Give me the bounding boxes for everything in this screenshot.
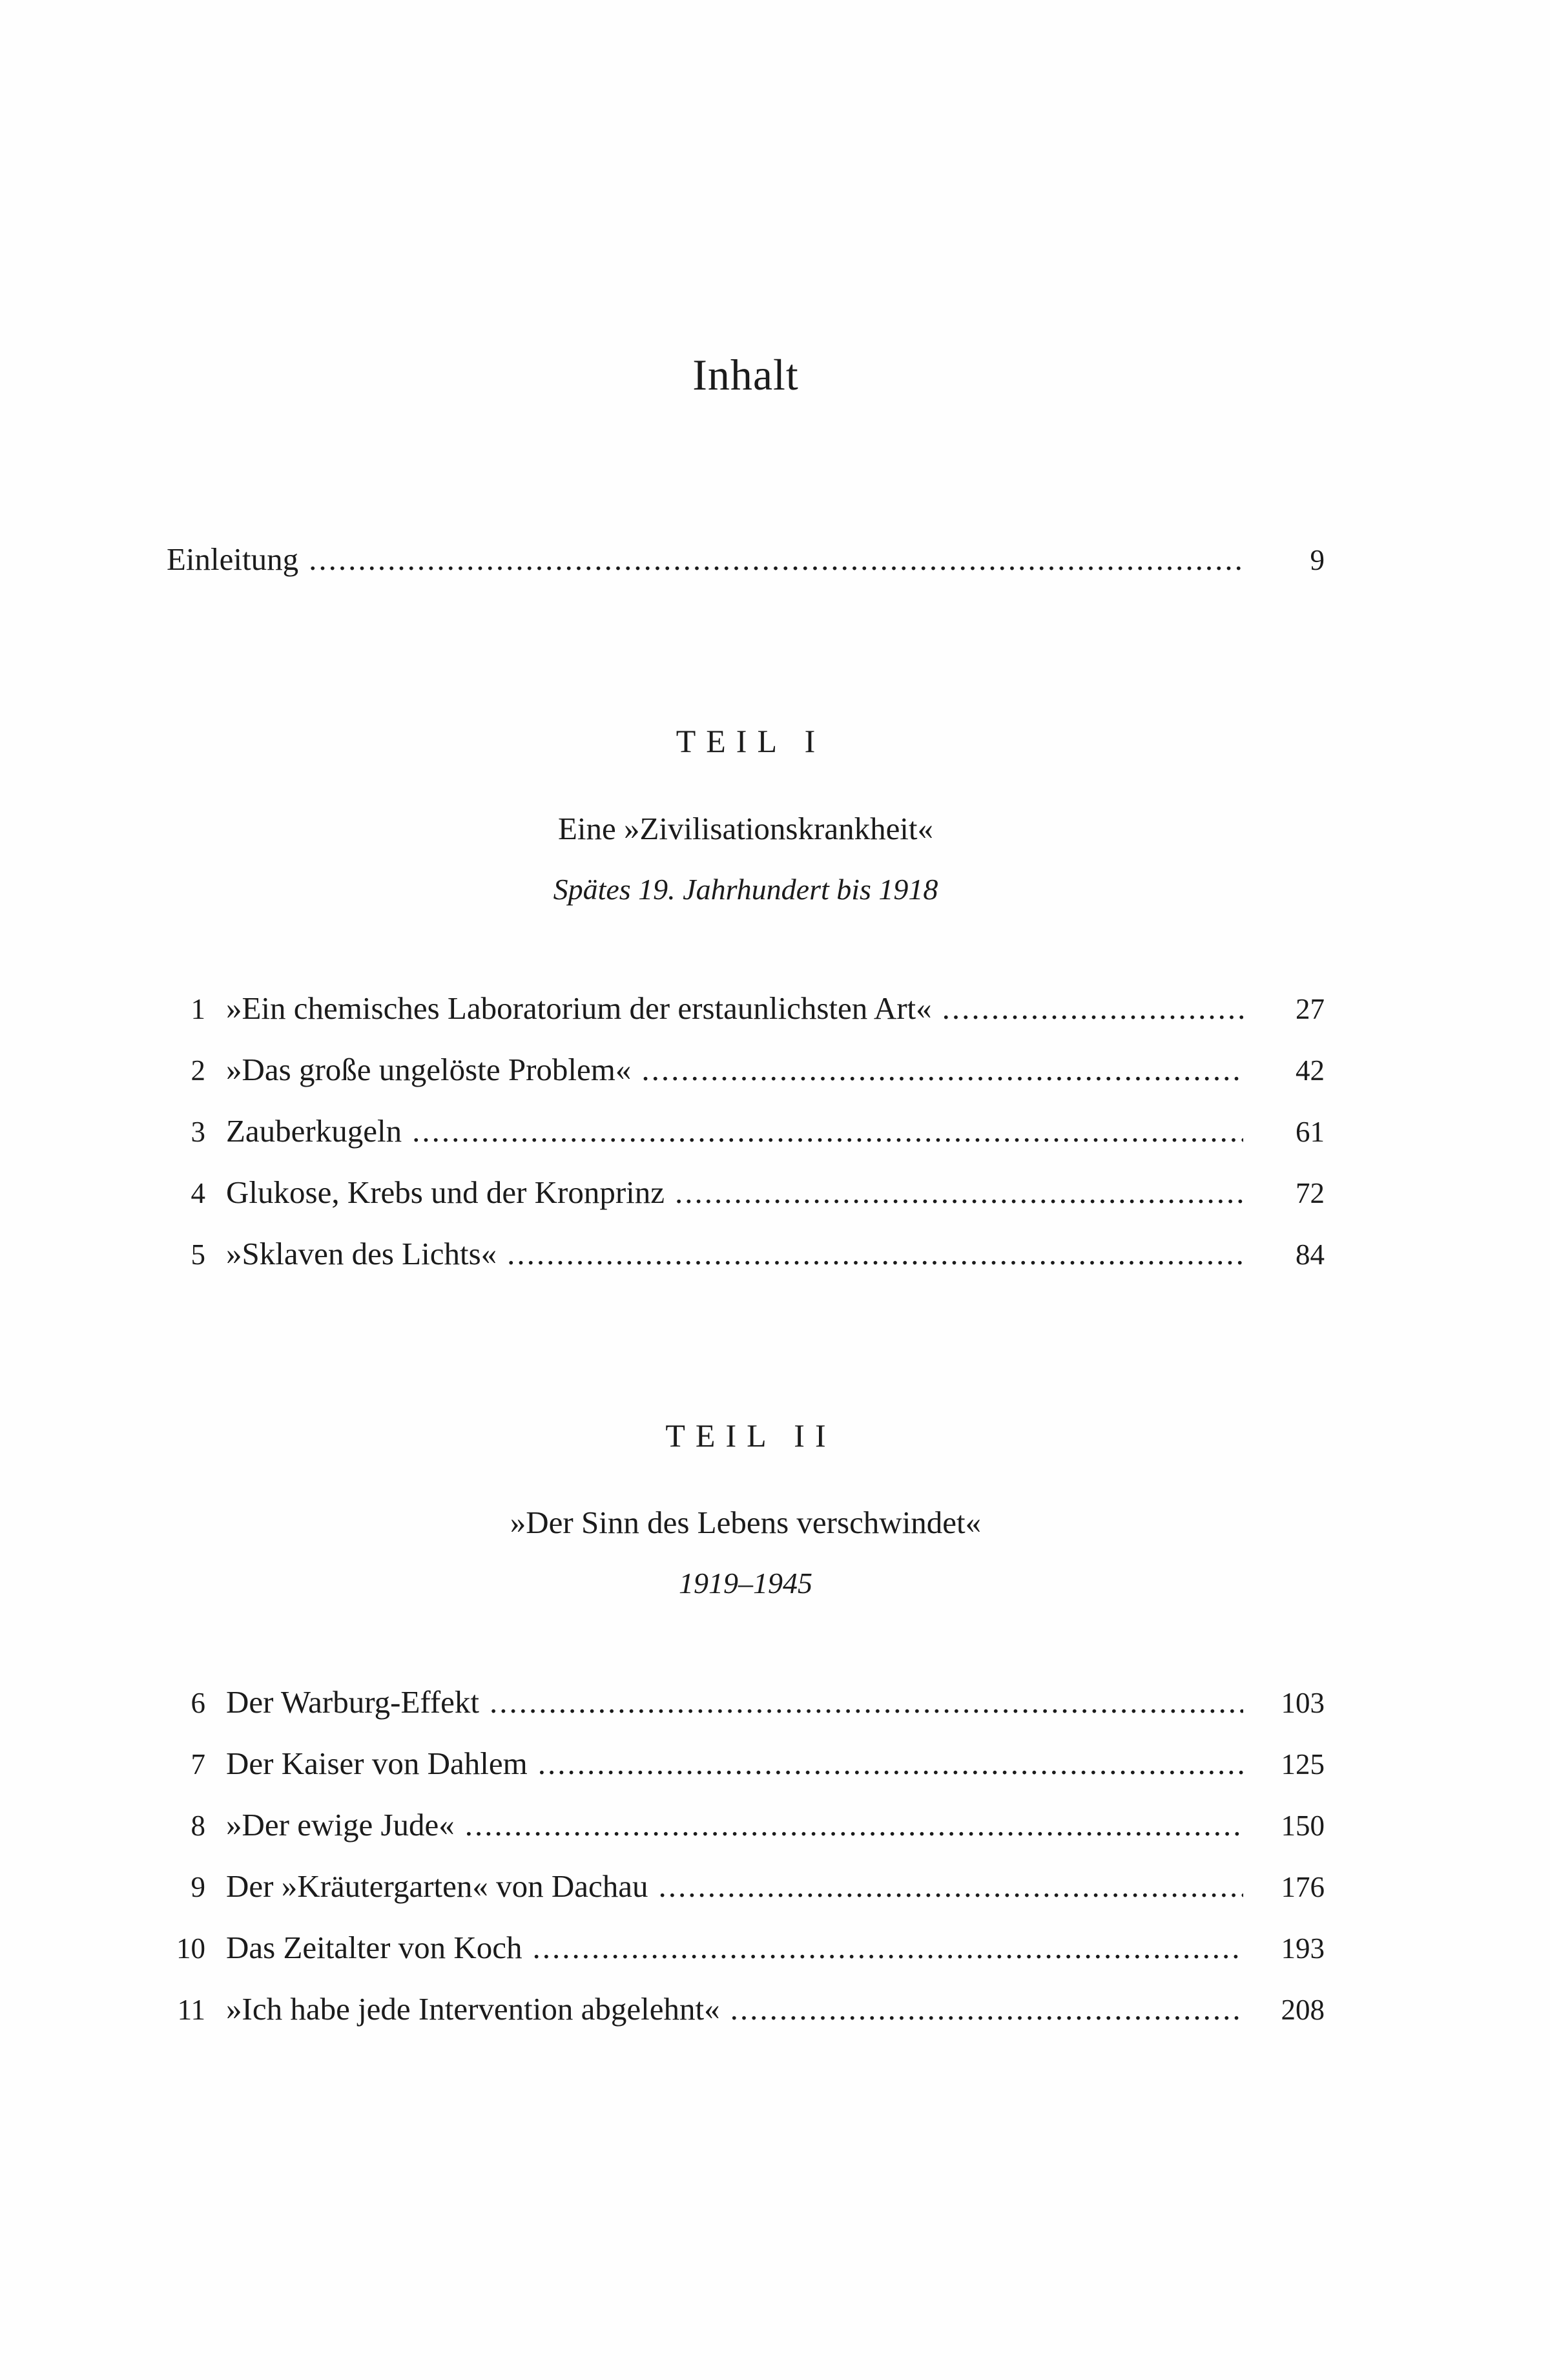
entry-number: 5 <box>191 1238 205 1271</box>
entry-number: 8 <box>191 1810 205 1842</box>
toc-entry <box>167 1039 1325 1101</box>
entry-page-number: 27 <box>1296 992 1325 1025</box>
toc-entry-intro <box>167 529 1325 590</box>
dot-leader <box>641 1039 1243 1100</box>
entry-page-number: 9 <box>1310 544 1325 576</box>
dot-leader <box>412 1101 1243 1162</box>
entry-label: Das Zeitalter von Koch <box>226 1930 522 1965</box>
dot-leader <box>538 1733 1243 1794</box>
entry-number: 11 <box>177 1994 205 2026</box>
entry-number: 9 <box>191 1871 205 1903</box>
entry-page-number: 72 <box>1296 1176 1325 1209</box>
dot-leader <box>507 1224 1243 1284</box>
entry-label: Zauberkugeln <box>226 1112 402 1149</box>
entry-label: »Das große ungelöste Problem« <box>226 1051 632 1087</box>
entry-page-number: 150 <box>1281 1810 1325 1842</box>
entry-label: »Der ewige Jude« <box>226 1807 455 1842</box>
entry-number: 1 <box>191 992 205 1025</box>
entry-page-number: 84 <box>1296 1238 1325 1271</box>
dot-leader <box>465 1795 1243 1855</box>
part-heading: TEIL I <box>676 723 826 759</box>
part-entries <box>167 1672 1325 2040</box>
toc-entry <box>167 1856 1325 1917</box>
dot-leader <box>490 1672 1243 1733</box>
dot-leader <box>309 529 1243 590</box>
entry-label: »Ich habe jede Intervention abgelehnt« <box>226 1991 720 2027</box>
part-subtitle: Eine »Zivilisationskrankheit« <box>557 810 934 846</box>
entry-number: 2 <box>191 1054 205 1087</box>
toc-entry <box>167 1795 1325 1856</box>
entry-page-number: 103 <box>1281 1687 1325 1719</box>
part-subtitle: »Der Sinn des Lebens verschwindet« <box>510 1505 982 1540</box>
entry-number: 6 <box>191 1687 205 1719</box>
part-heading: TEIL II <box>665 1417 836 1454</box>
page-title: Inhalt <box>692 350 799 399</box>
entry-page-number: 61 <box>1296 1115 1325 1148</box>
entry-number: 4 <box>191 1176 205 1209</box>
part-period: 1919–1945 <box>679 1567 812 1600</box>
entry-number: 3 <box>191 1115 205 1148</box>
entry-label: Glukose, Krebs und der Kronprinz <box>226 1174 665 1210</box>
toc-entry <box>167 978 1325 1039</box>
dot-leader <box>675 1162 1243 1223</box>
entry-page-number: 193 <box>1281 1932 1325 1965</box>
toc-entry <box>167 1979 1325 2040</box>
toc-entry <box>167 1224 1325 1285</box>
toc-entry <box>167 1101 1325 1162</box>
entry-label: Einleitung <box>167 541 299 577</box>
entry-label: Der Warburg-Effekt <box>226 1684 479 1720</box>
entry-page-number: 125 <box>1281 1748 1325 1780</box>
dot-leader <box>533 1917 1243 1978</box>
part-period: Spätes 19. Jahrhundert bis 1918 <box>553 872 938 906</box>
part-entries <box>167 978 1325 1285</box>
entry-label: »Sklaven des Lichts« <box>226 1235 497 1271</box>
dot-leader <box>659 1856 1243 1917</box>
entry-page-number: 42 <box>1296 1054 1325 1087</box>
entry-page-number: 208 <box>1281 1994 1325 2026</box>
dot-leader <box>942 978 1243 1039</box>
entry-label: Der Kaiser von Dahlem <box>226 1746 528 1781</box>
entry-page-number: 176 <box>1281 1871 1325 1903</box>
toc-entry <box>167 1917 1325 1979</box>
toc-entry <box>167 1162 1325 1224</box>
part-section-1 <box>167 711 1325 1285</box>
dot-leader <box>730 1979 1243 2040</box>
entry-label: »Ein chemisches Laboratorium der erstaunlichsten Art« <box>226 990 932 1026</box>
part-section-2 <box>167 1405 1325 2041</box>
entry-label: Der »Kräutergarten« von Dachau <box>226 1868 648 1904</box>
entry-number: 10 <box>176 1932 205 1965</box>
toc-entry <box>167 1672 1325 1733</box>
toc-entry <box>167 1733 1325 1795</box>
entry-number: 7 <box>191 1748 205 1780</box>
